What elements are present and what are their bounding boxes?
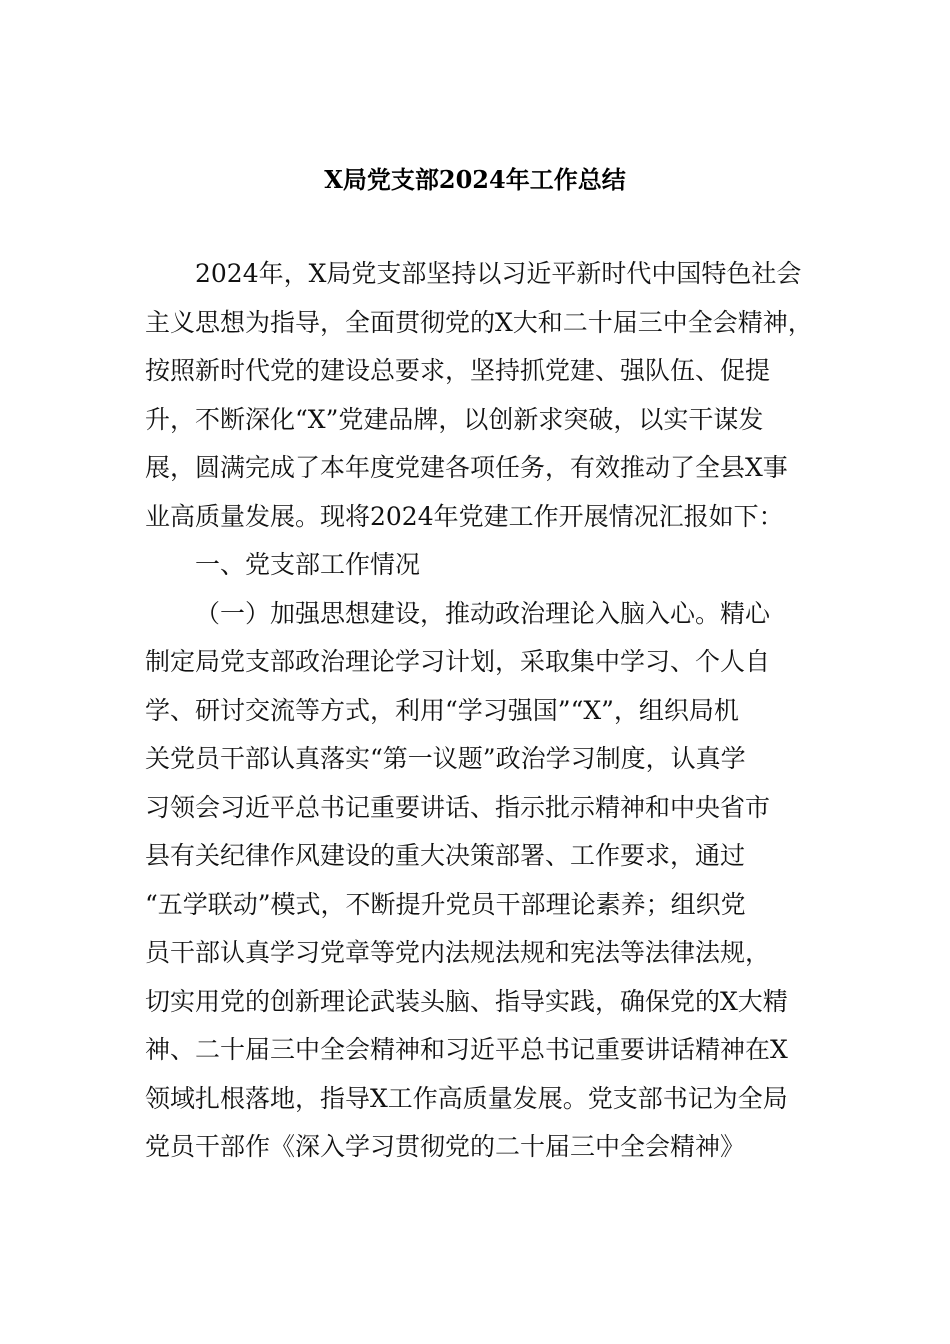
paragraph-line: 神、二十届三中全会精神和习近平总书记重要讲话精神在X [145,1035,788,1064]
paragraph-line: 领域扎根落地，指导X工作高质量发展。党支部书记为全局 [145,1083,788,1113]
paragraph-line: 展，圆满完成了本年度党建各项任务，有效推动了全县X事 [145,453,788,482]
paragraph-line: 学、研讨交流等方式，利用“学习强国”“X”，组织局机 [145,695,739,725]
paragraph-line: 员干部认真学习党章等党内法规法规和宪法等法律法规， [145,938,771,967]
paragraph-line: 2024年，X局党支部坚持以习近平新时代中国特色社会 [195,259,802,288]
paragraph-line: 习领会习近平总书记重要讲话、指示批示精神和中央省市 [145,792,771,822]
section-heading: 一、党支部工作情况 [195,550,421,579]
paragraph-line: 升，不断深化“X”党建品牌，以创新求突破，以实干谋发 [145,404,764,434]
paragraph-line: 县有关纪律作风建设的重大决策部署、工作要求，通过 [145,841,746,870]
document-body [145,250,813,1172]
paragraph-line: 制定局党支部政治理论学习计划，采取集中学习、个人自 [145,647,771,676]
paragraph-line: 业高质量发展。现将2024年党建工作开展情况汇报如下： [145,501,784,531]
paragraph-line: 切实用党的创新理论武装头脑、指导实践，确保党的X大精 [145,986,788,1016]
paragraph-line: 按照新时代党的建设总要求，坚持抓党建、强队伍、促提 [145,356,771,385]
paragraph-line: “五学联动”模式，不断提升党员干部理论素养；组织党 [145,889,746,919]
paragraph-line: 主义思想为指导，全面贯彻党的X大和二十届三中全会精神， [145,307,813,337]
paragraph-line: 党员干部作《深入学习贯彻党的二十届三中全会精神》 [145,1132,746,1161]
document-title: X局党支部2024年工作总结 [324,165,626,194]
paragraph-line: （一）加强思想建设，推动政治理论入脑入心。精心 [195,598,771,628]
paragraph-line: 关党员干部认真落实“第一议题”政治学习制度，认真学 [145,744,746,773]
